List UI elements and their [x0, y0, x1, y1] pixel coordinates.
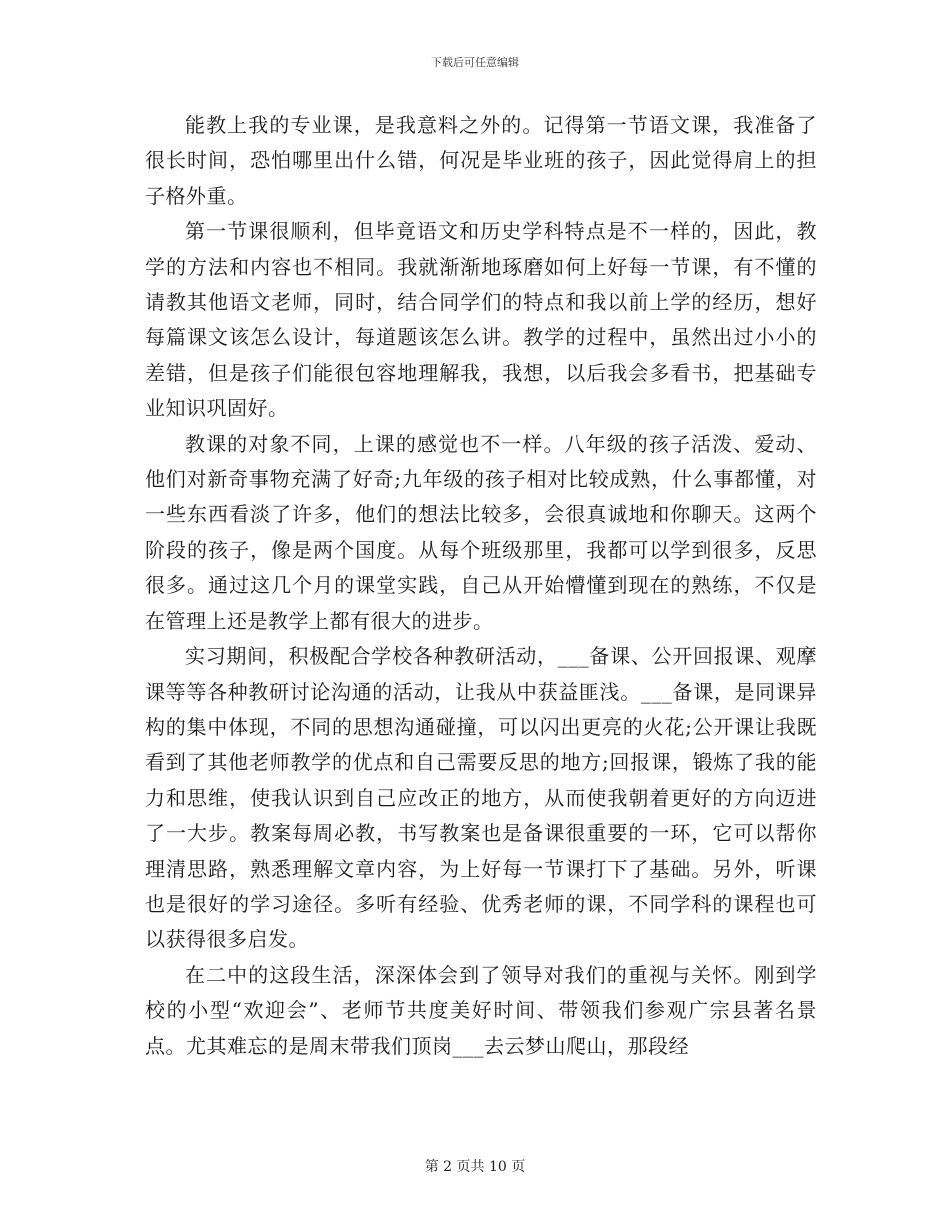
page-footer: 第 2 页共 10 页	[424, 1159, 526, 1175]
paragraph: 实习期间，积极配合学校各种教研活动，___备课、公开回报课、观摩课等等各种教研讨论沟通的活动，让我从中获益匪浅。___备课，是同课异构的集中体现，不同的思想沟通碰撞，可以闪出更亮的火花;公开课让我既看到了其他老师教学的优点和自己需要反思的地方;回报课，锻炼了我的能力和思维，使我认识到自己应改正的地方，从而使我朝着更好的方向迈进了一大步。教案每周必教，书写教案也是备课很重要的一环，它可以帮你理清思路，熟悉理解文章内容，为上好每一节课打下了基础。另外，听课也是很好的学习途径。多听有经验、优秀老师的课，不同学科的课程也可以获得很多启发。	[145, 644, 817, 952]
document-body	[145, 108, 817, 1064]
paragraph: 第一节课很顺利，但毕竟语文和历史学科特点是不一样的，因此，教学的方法和内容也不相同。我就渐渐地琢磨如何上好每一节课，有不懂的请教其他语文老师，同时，结合同学们的特点和我以前上学的经历，想好每篇课文该怎么设计，每道题该怎么讲。教学的过程中，虽然出过小小的差错，但是孩子们能很包容地理解我，我想，以后我会多看书，把基础专业知识巩固好。	[145, 219, 817, 421]
paragraph: 教课的对象不同，上课的感觉也不一样。八年级的孩子活泼、爱动、他们对新奇事物充满了好奇;九年级的孩子相对比较成熟，什么事都懂，对一些东西看淡了许多，他们的想法比较多，会很真诚地和你聊天。这两个阶段的孩子，像是两个国度。从每个班级那里，我都可以学到很多，反思很多。通过这几个月的课堂实践，自己从开始懵懂到现在的熟练，不仅是在管理上还是教学上都有很大的进步。	[145, 431, 817, 633]
paragraph: 能教上我的专业课，是我意料之外的。记得第一节语文课，我准备了很长时间，恐怕哪里出什么错，何况是毕业班的孩子，因此觉得肩上的担子格外重。	[145, 113, 817, 208]
page-header: 下载后可任意编辑	[431, 56, 519, 69]
paragraph: 在二中的这段生活，深深体会到了领导对我们的重视与关怀。刚到学校的小型“欢迎会”、老师节共度美好时间、带领我们参观广宗县著名景点。尤其难忘的是周末带我们顶岗___去云梦山爬山，那段经	[145, 962, 817, 1058]
